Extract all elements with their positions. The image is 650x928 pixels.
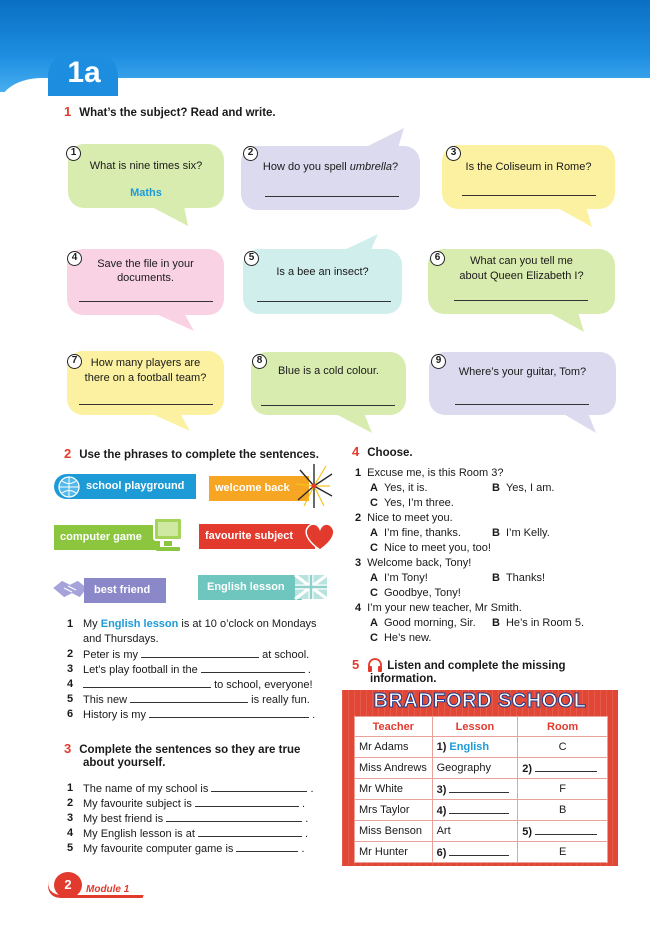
exercise-2-number: 2 (64, 446, 72, 461)
table-row: Mr White 3) F (355, 779, 608, 800)
bubble-8-answer-line (261, 405, 395, 406)
exercise-3-number: 3 (64, 741, 72, 756)
bubble-4-number: 4 (67, 251, 82, 266)
bubble-3 (442, 145, 615, 209)
option-c[interactable]: C He’s new. (370, 632, 432, 644)
option-a[interactable]: A I’m fine, thanks. (370, 527, 461, 539)
option-a[interactable]: A I’m Tony! (370, 572, 428, 584)
answer-blank[interactable] (449, 845, 509, 856)
option-a[interactable]: A Yes, it is. (370, 482, 428, 494)
sentence-3: 3 My best friend is . (67, 812, 309, 825)
bubble-6-question-line-1: What can you tell me (470, 255, 573, 267)
option-b[interactable]: B I’m Kelly. (492, 527, 550, 539)
phrase-label: school playground (86, 480, 185, 492)
bubble-8-tail (334, 413, 376, 435)
bubble-7-answer-line (79, 404, 213, 405)
answer-blank[interactable] (449, 803, 509, 814)
school-name: BRADFORD SCHOOL (373, 690, 587, 712)
exercise-3-instruction-line-1: Complete the sentences so they are true (79, 744, 301, 756)
exercise-4-number: 4 (352, 444, 360, 459)
sentence-6: 6 History is my . (67, 708, 316, 721)
bubble-1-tail (150, 206, 190, 228)
exercise-5-number: 5 (352, 657, 360, 672)
bubble-4-question-line-1: Save the file in your (97, 258, 194, 270)
option-b[interactable]: B Thanks! (492, 572, 546, 584)
module-label: Module 1 (86, 884, 130, 895)
globe-icon (57, 475, 81, 509)
flag-icon (294, 573, 328, 604)
option-b[interactable]: B Yes, I am. (492, 482, 555, 494)
phrase-label: best friend (94, 584, 151, 596)
column-header: Room (518, 717, 608, 737)
sentence-5: 5 My favourite computer game is . (67, 842, 305, 855)
column-header: Teacher (355, 717, 433, 737)
bubble-8-number: 8 (252, 354, 267, 369)
exercise-2-title (64, 446, 319, 463)
computer-icon (150, 516, 186, 559)
phrase-best-friend (84, 578, 166, 603)
sentence-4: 4 My English lesson is at . (67, 827, 309, 840)
bubble-2-number: 2 (243, 146, 258, 161)
option-b[interactable]: B He’s in Room 5. (492, 617, 585, 629)
exercise-2-instruction: Use the phrases to complete the sentences. (79, 449, 319, 461)
bubble-5-question: Is a bee an insect? (276, 266, 369, 278)
phrase-label: welcome back (215, 482, 290, 494)
bubble-8 (251, 352, 406, 415)
exercise-3-instruction-line-2: about yourself. (83, 757, 166, 769)
bubble-9-tail (562, 413, 602, 435)
bubble-6-tail (548, 312, 590, 334)
phrase-english-lesson (198, 575, 302, 600)
answer-blank[interactable] (535, 761, 597, 772)
bubble-6-question-line-2: about Queen Elizabeth I? (459, 270, 584, 282)
unit-label: 1a (67, 56, 101, 89)
bubble-9-answer-line (455, 404, 589, 405)
bubble-2-question: How do you spell umbrella? (262, 161, 399, 173)
exercise-4-title (352, 444, 413, 461)
table-header-row (355, 717, 608, 737)
bubble-3-answer-line (462, 195, 596, 196)
sentence-5: 5 This new is really fun. (67, 693, 310, 706)
timetable (354, 716, 608, 863)
bubble-1-number: 1 (66, 146, 81, 161)
table-row: Mrs Taylor 4) B (355, 800, 608, 821)
bubble-4-question-line-2: documents. (117, 272, 174, 284)
table-row: Mr Hunter 6) E (355, 842, 608, 863)
sentence-1: 1 My English lesson is at 10 o’clock on Mondays (67, 618, 317, 630)
bubble-3-question: Is the Coliseum in Rome? (465, 161, 592, 173)
answer-blank[interactable] (149, 707, 309, 718)
bubble-5-answer-line (257, 301, 391, 302)
bubble-1-question: What is nine times six? (89, 160, 203, 172)
answer-blank[interactable] (195, 796, 299, 807)
exercise-1-number: 1 (64, 104, 72, 119)
page-number: 2 (54, 872, 82, 898)
sentence-1: 1 The name of my school is . (67, 782, 314, 795)
fireworks-icon (294, 462, 334, 513)
exercise-3-sentences (67, 781, 327, 856)
bubble-9-number: 9 (431, 354, 446, 369)
bubble-3-number: 3 (446, 146, 461, 161)
table-row: Miss Benson Art 5) (355, 821, 608, 842)
phrase-favourite-subject (199, 524, 315, 549)
bubble-7-number: 7 (67, 354, 82, 369)
bubble-8-question: Blue is a cold colour. (278, 365, 379, 377)
sentence-3: 3 Let’s play football in the . (67, 663, 311, 676)
bubble-7-question-line-2: there on a football team? (84, 372, 207, 384)
exercise-5-instruction-line-2: information. (370, 673, 437, 685)
answer-blank[interactable] (236, 841, 298, 852)
phrase-label: English lesson (207, 581, 285, 593)
heart-icon (304, 522, 336, 555)
bubble-5-number: 5 (244, 251, 259, 266)
table-row: Mr Adams 1) English C (355, 737, 608, 758)
exercise-1-title (64, 104, 276, 121)
bubble-3-tail (556, 207, 596, 229)
answer-blank[interactable] (141, 647, 259, 658)
bubble-2-answer-line (265, 196, 399, 197)
bubble-1 (68, 144, 224, 208)
bubble-9-question: Where’s your guitar, Tom? (458, 366, 587, 378)
sentence-4: 4 to school, everyone! (67, 678, 313, 691)
sentence-2: 2 My favourite subject is . (67, 797, 306, 810)
phrase-computer-game (54, 525, 160, 550)
option-c[interactable]: C Yes, I’m three. (370, 497, 454, 509)
answer-blank[interactable] (535, 824, 597, 835)
phrase-label: computer game (60, 531, 142, 543)
sentence-2: 2 Peter is my at school. (67, 648, 310, 661)
exercise-4-instruction: Choose. (367, 447, 413, 459)
bubble-6-number: 6 (430, 251, 445, 266)
answer-blank[interactable] (130, 692, 248, 703)
bubble-1-answer: Maths (130, 187, 162, 199)
phrase-school-playground (54, 474, 196, 499)
bubble-4-answer-line (79, 301, 213, 302)
bubble-6 (428, 249, 615, 314)
table-row: Miss Andrews Geography 2) (355, 758, 608, 779)
column-header: Lesson (432, 717, 518, 737)
phrase-label: favourite subject (205, 530, 294, 542)
bubble-7 (67, 351, 224, 415)
bubble-7-tail (150, 413, 194, 435)
answer-blank[interactable] (211, 781, 307, 792)
bubble-9 (429, 352, 616, 415)
exercise-5-instruction-line-1: Listen and complete the missing (387, 660, 566, 672)
answer-blank[interactable] (166, 811, 302, 822)
exercise-1-instruction: What’s the subject? Read and write. (79, 107, 276, 119)
option-a[interactable]: A Good morning, Sir. (370, 617, 476, 629)
bubble-5 (243, 249, 402, 314)
option-c[interactable]: C Goodbye, Tony! (370, 587, 461, 599)
option-c[interactable]: C Nice to meet you, too! (370, 542, 491, 554)
bubble-2 (241, 146, 420, 210)
answer-blank[interactable] (83, 677, 211, 688)
bubble-5-tail (340, 232, 382, 252)
bubble-2-tail (364, 126, 406, 148)
sentence-1-continued: and Thursdays. (83, 633, 159, 645)
bubble-7-question-line-1: How many players are (90, 357, 201, 369)
bubble-4 (67, 249, 224, 315)
answer-blank[interactable] (198, 826, 302, 837)
bubble-4-tail (154, 313, 198, 335)
bubble-6-answer-line (454, 300, 588, 301)
answer-blank[interactable] (449, 782, 509, 793)
answer-blank[interactable] (201, 662, 305, 673)
exercise-2-sentences (67, 617, 327, 722)
